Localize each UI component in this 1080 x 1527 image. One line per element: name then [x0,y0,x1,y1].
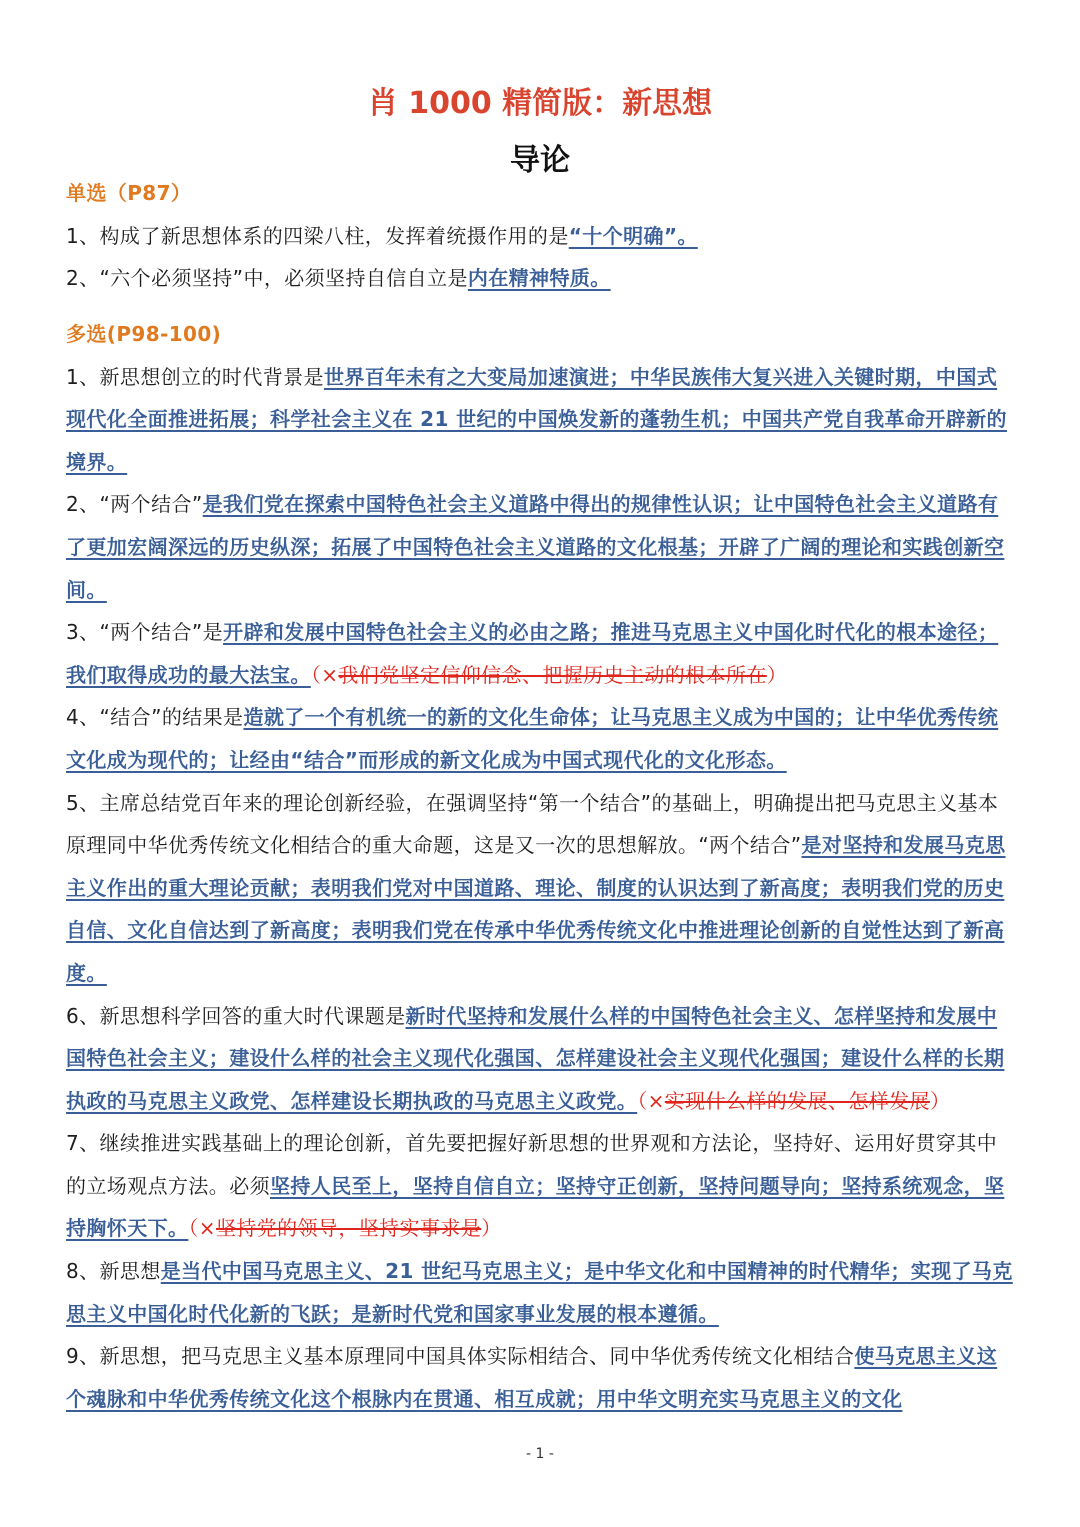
answer-text: 是对坚持和发展马克思主义作出的重大理论贡献；表明我们党对中国道路、理论、制度的认识达到了新高度；表明我们党的历史自信、文化自信达到了新高度；表明我们党在传承中华优秀传统文化中推进理论创新的自觉性达到了新高度。 [66,833,1006,985]
wrong-option-text: 我们党坚定信仰信念、把握历史主动的根本所在 [338,662,767,687]
answer-text: 世界百年未有之大变局加速演进；中华民族伟大复兴进入关键时期，中国式现代化全面推进拓展；科学社会主义在 21 世纪的中国焕发新的蓬勃生机；中国共产党自我革命开辟新的境界。 [66,364,1007,474]
answer-text: 造就了一个有机统一的新的文化生命体；让马克思主义成为中国的；让中华优秀传统文化成为现代的；让经由“结合”而形成的新文化成为中国式现代化的文化形态。 [66,705,999,772]
list-item: 9、新思想，把马克思主义基本原理同中国具体实际相结合、同中华优秀传统文化相结合使马克思主义这个魂脉和中华优秀传统文化这个根脉内在贯通、相互成就；用中华文明充实马克思主义的文化 [66,1344,998,1411]
list-item: 1、构成了新思想体系的四梁八柱，发挥着统摄作用的是“十个明确”。 [66,223,698,248]
list-item: 5、主席总结党百年来的理论创新经验，在强调坚持“第一个结合”的基础上，明确提出把马克思主义基本原理同中华优秀传统文化相结合的重大命题，这是又一次的思想解放。“两个结合”是对坚持和发展马克思主义作出的重大理论贡献；表明我们党对中国道路、理论、制度的认识达到了新高度；表明我们党的历史自信、文化自信达到了新高度；表明我们党在传承中华优秀传统文化中推进理论创新的自觉性达到了新高度。 [66,790,1006,985]
list-item: 6、新思想科学回答的重大时代课题是新时代坚持和发展什么样的中国特色社会主义、怎样坚持和发展中国特色社会主义；建设什么样的社会主义现代化强国、怎样建设社会主义现代化强国；建设什么样的长期执政的马克思主义政党、怎样建设长期执政的马克思主义政党。（×实现什么样的发展、怎样发展） [66,1003,1005,1113]
single-choice-heading: 单选（P87） [66,181,192,205]
chapter-heading: 导论 [510,143,570,178]
multi-choice-section [66,313,1016,1420]
list-item: 8、新思想是当代中国马克思主义、21 世纪马克思主义；是中华文化和中国精神的时代精华；实现了马克思主义中国化时代化新的飞跃；是新时代党和国家事业发展的根本遵循。 [66,1259,1013,1326]
list-item: 1、新思想创立的时代背景是世界百年未有之大变局加速演进；中华民族伟大复兴进入关键时期，中国式现代化全面推进拓展；科学社会主义在 21 世纪的中国焕发新的蓬勃生机；中国共产党自我革命开辟新的境界。 [66,364,1007,474]
answer-text: 开辟和发展中国特色社会主义的必由之路；推进马克思主义中国化时代化的根本途径；我们取得成功的最大法宝。 [66,620,999,687]
answer-text: 使马克思主义这个魂脉和中华优秀传统文化这个根脉内在贯通、相互成就；用中华文明充实马克思主义的文化 [66,1344,998,1411]
list-item: 7、继续推进实践基础上的理论创新，首先要把握好新思想的世界观和方法论，坚持好、运用好贯穿其中的立场观点方法。必须坚持人民至上，坚持自信自立；坚持守正创新，坚持问题导向；坚持系统观念，坚持胸怀天下。（×坚持党的领导，坚持实事求是） [66,1131,1005,1241]
wrong-option-text: 实现什么样的发展、怎样发展 [664,1088,930,1113]
page-number: - 1 - [526,1446,554,1462]
answer-text: 是我们党在探索中国特色社会主义道路中得出的规律性认识；让中国特色社会主义道路有了更加宏阔深远的历史纵深；拓展了中国特色社会主义道路的文化根基；开辟了广阔的理论和实践创新空间。 [66,492,1005,602]
list-item: 4、“结合”的结果是造就了一个有机统一的新的文化生命体；让马克思主义成为中国的；让中华优秀传统文化成为现代的；让经由“结合”而形成的新文化成为中国式现代化的文化形态。 [66,705,999,772]
answer-text: 是当代中国马克思主义、21 世纪马克思主义；是中华文化和中国精神的时代精华；实现了马克思主义中国化时代化新的飞跃；是新时代党和国家事业发展的根本遵循。 [66,1259,1013,1326]
answer-text: 新时代坚持和发展什么样的中国特色社会主义、怎样坚持和发展中国特色社会主义；建设什么样的社会主义现代化强国、怎样建设社会主义现代化强国；建设什么样的长期执政的马克思主义政党、怎样建设长期执政的马克思主义政党。 [66,1003,1005,1113]
multi-choice-heading: 多选(P98-100) [66,322,222,346]
answer-text: “十个明确”。 [568,223,698,248]
list-item: 2、“两个结合”是我们党在探索中国特色社会主义道路中得出的规律性认识；让中国特色社会主义道路有了更加宏阔深远的历史纵深；拓展了中国特色社会主义道路的文化根基；开辟了广阔的理论和实践创新空间。 [66,492,1005,602]
answer-text: 坚持人民至上，坚持自信自立；坚持守正创新，坚持问题导向；坚持系统观念，坚持胸怀天下。 [66,1173,1005,1241]
document-title: 肖 1000 精简版：新思想 [367,86,713,121]
wrong-option-text: 坚持党的领导，坚持实事求是 [215,1216,482,1241]
answer-text: 内在精神特质。 [467,266,611,291]
single-choice-section [66,172,1016,300]
list-item: 3、“两个结合”是开辟和发展中国特色社会主义的必由之路；推进马克思主义中国化时代化的根本途径；我们取得成功的最大法宝。（×我们党坚定信仰信念、把握历史主动的根本所在） [66,620,999,687]
list-item: 2、“六个必须坚持”中，必须坚持自信自立是内在精神特质。 [66,266,611,291]
